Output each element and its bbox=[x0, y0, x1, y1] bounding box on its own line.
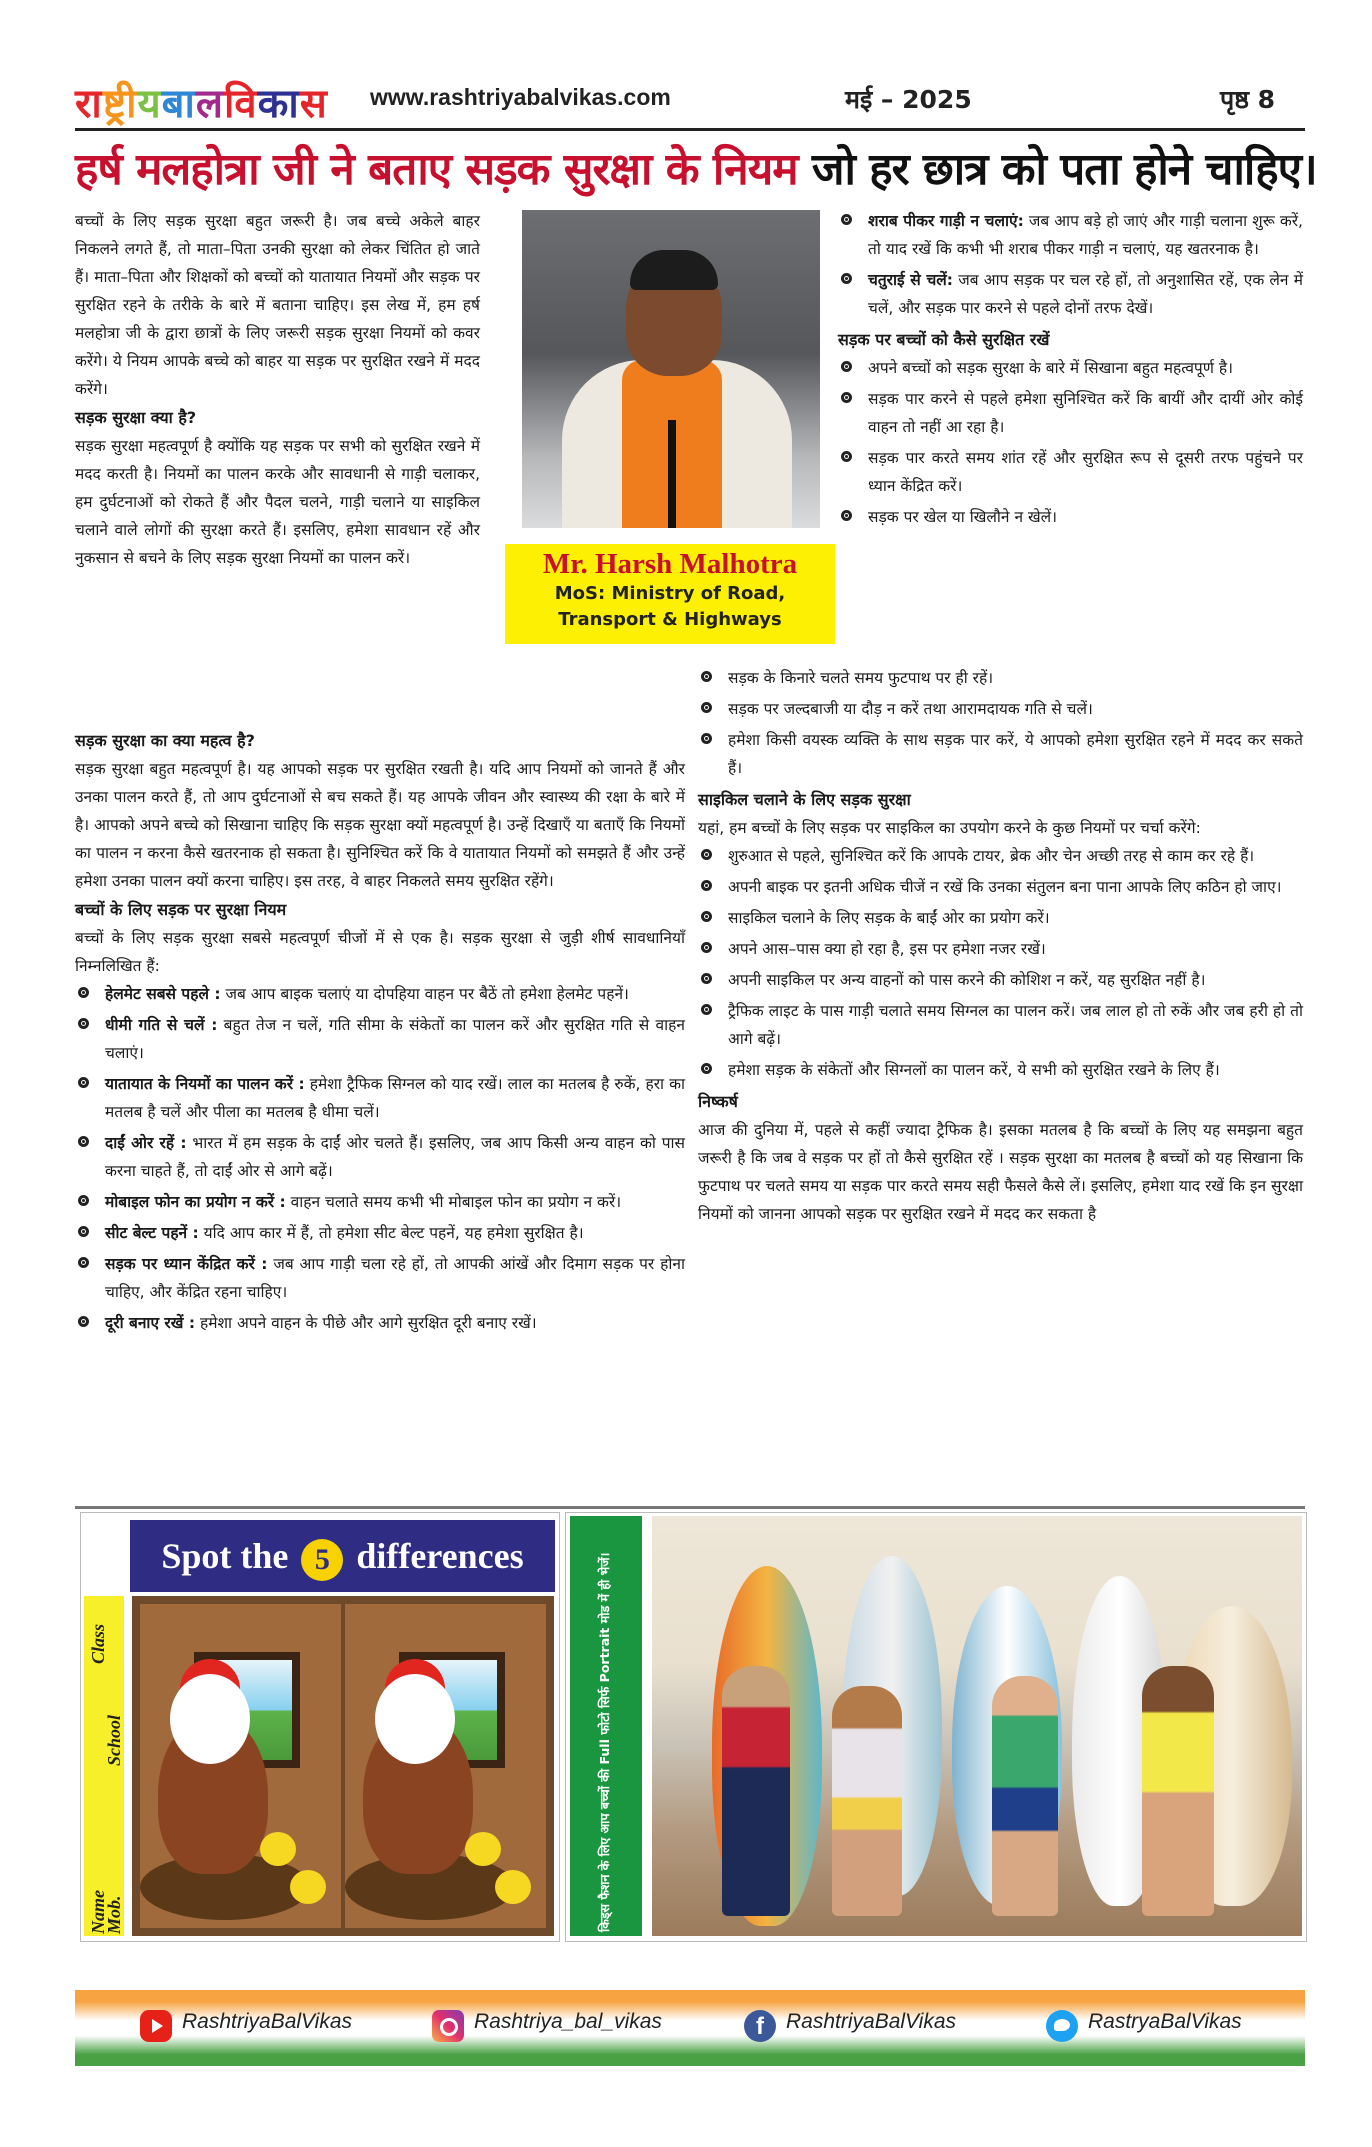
bullet-icon bbox=[841, 510, 852, 521]
list-item: ट्रैफिक लाइट के पास गाड़ी चलाते समय सिग्नल का पालन करें। जब लाल हो तो रुकें और जब हरी हो तो आगे बढ़ें। bbox=[698, 997, 1303, 1053]
section-heading: सड़क सुरक्षा का क्या महत्व है? bbox=[75, 731, 255, 750]
intro-paragraph: बच्चों के लिए सड़क सुरक्षा बहुत जरूरी है। जब बच्चे अकेले बाहर निकलने लगते हैं, तो माता–पिता उनकी सुरक्षा को लेकर चिंतित हो जाते हैं। माता–पिता और शिक्षकों को बच्चों को यातायात नियमों और सड़क पर सुरक्षित रहने के तरीके के बारे में बताना चाहिए। इस लेख में, हम हर्ष मलहोत्रा जी के द्वारा छात्रों के लिए जरूरी सड़क सुरक्षा नियमों को कवर करेंगे। ये नियम आपके बच्चे को बाहर या सड़क पर सुरक्षित रखने में मदद करेंगे। bbox=[75, 212, 480, 398]
caption-role-line: MoS: Ministry of Road, bbox=[554, 583, 786, 604]
bullet-icon bbox=[78, 1257, 89, 1268]
facebook-handle[interactable]: RashtriyaBalVikas bbox=[786, 2010, 957, 2033]
entry-form-strip bbox=[84, 1596, 124, 1936]
safety-list bbox=[838, 354, 1303, 531]
list-item: अपनी साइकिल पर अन्य वाहनों को पास करने की कोशिश न करें, यह सुरक्षित नहीं है। bbox=[698, 966, 1303, 994]
section-paragraph: यहां, हम बच्चों के लिए सड़क पर साइकिल का उपयोग करने के कुछ नियमों पर चर्चा करेंगे: bbox=[698, 819, 1201, 837]
bullet-icon bbox=[701, 1004, 712, 1015]
bullet-icon bbox=[78, 1077, 89, 1088]
form-field-class: Class bbox=[88, 1623, 108, 1664]
bullet-icon bbox=[841, 214, 852, 225]
list-item: यातायात के नियमों का पालन करें : हमेशा ट्रैफिक सिग्नल को याद रखें। लाल का मतलब है रुकें, हरा का मतलब है चलें और पीला का मतलब है धीमा चलें। bbox=[75, 1070, 685, 1126]
section-heading: साइकिल चलाने के लिए सड़क सुरक्षा bbox=[698, 790, 911, 809]
section-heading: बच्चों के लिए सड़क पर सुरक्षा नियम bbox=[75, 900, 287, 919]
chick-icon bbox=[290, 1870, 326, 1904]
list-item: अपने बच्चों को सड़क सुरक्षा के बारे में सिखाना बहुत महत्वपूर्ण है। bbox=[838, 354, 1303, 382]
bullet-icon bbox=[841, 361, 852, 372]
section-heading: निष्कर्ष bbox=[698, 1092, 738, 1111]
bullet-icon bbox=[841, 451, 852, 462]
bullet-icon bbox=[78, 1316, 89, 1327]
list-item: दाईं ओर रहें : भारत में हम सड़क के दाईं ओर चलते हैं। इसलिए, जब आप किसी अन्य वाहन को पास करना चाहते हैं, तो दाईं ओर से आगे बढ़ें। bbox=[75, 1129, 685, 1185]
list-item: हमेशा सड़क के संकेतों और सिग्नलों का पालन करें, ये सभी को सुरक्षित रखने के लिए हैं। bbox=[698, 1056, 1303, 1084]
spot-differences-title: Spot the 5 differences bbox=[130, 1520, 555, 1592]
bullet-icon bbox=[78, 987, 89, 998]
page-number: पृष्ठ 8 bbox=[1220, 85, 1276, 114]
section-paragraph: बच्चों के लिए सड़क सुरक्षा सबसे महत्वपूर्ण चीजों में से एक है। सड़क सुरक्षा से जुड़ी शीर्ष सावधानियाँ निम्नलिखित हैं: bbox=[75, 929, 685, 975]
list-item: शुरुआत से पहले, सुनिश्चित करें कि आपके टायर, ब्रेक और चेन अच्छी तरह से काम कर रहे हैं। bbox=[698, 842, 1303, 870]
cycle-list bbox=[698, 842, 1303, 1084]
list-item: हेलमेट सबसे पहले : जब आप बाइक चलाएं या दोपहिया वाहन पर बैठें तो हमेशा हेलमेट पहनें। bbox=[75, 980, 685, 1008]
header-divider bbox=[75, 128, 1305, 131]
safety-list bbox=[698, 664, 1303, 782]
instagram-icon[interactable] bbox=[432, 2010, 464, 2042]
caption-name: Mr. Harsh Malhotra bbox=[542, 548, 798, 580]
bullet-icon bbox=[78, 1195, 89, 1206]
form-field-school: School bbox=[104, 1714, 124, 1766]
list-item: मोबाइल फोन का प्रयोग न करें : वाहन चलाते समय कभी भी मोबाइल फोन का प्रयोग न करें। bbox=[75, 1188, 685, 1216]
article-column-right-bottom bbox=[698, 664, 1303, 1228]
caption-role bbox=[505, 581, 835, 633]
page-title bbox=[75, 138, 1315, 202]
form-field-mobile: Mob. bbox=[104, 1895, 124, 1934]
facebook-icon[interactable]: f bbox=[744, 2010, 776, 2042]
bullet-icon bbox=[701, 702, 712, 713]
youtube-handle[interactable]: RashtriyaBalVikas bbox=[182, 2010, 353, 2033]
list-item: अपने आस–पास क्या हो रहा है, इस पर हमेशा नजर रखें। bbox=[698, 935, 1303, 963]
list-item: अपनी बाइक पर इतनी अधिक चीजें न रखें कि उनका संतुलन बना पाना आपके लिए कठिन हो जाए। bbox=[698, 873, 1303, 901]
child-figure bbox=[1142, 1666, 1214, 1916]
logo-part: य bbox=[137, 81, 162, 127]
bullet-icon bbox=[701, 911, 712, 922]
minister-photo bbox=[522, 210, 820, 528]
child-figure bbox=[992, 1676, 1058, 1916]
child-figure bbox=[722, 1666, 790, 1916]
logo-part: ष्ट्री bbox=[102, 81, 138, 127]
twitter-icon[interactable] bbox=[1046, 2010, 1078, 2042]
kids-fashion-note: किड्स फैशन के लिए आप बच्चों की Full फोटो सिर्फ Portrait मोड में ही भेजें। bbox=[597, 1552, 612, 1932]
instagram-handle[interactable]: Rashtriya_bal_vikas bbox=[474, 2010, 662, 2033]
chick-icon bbox=[465, 1832, 501, 1866]
website-url: www.rashtriyabalvikas.com bbox=[370, 84, 671, 110]
logo-part: बा bbox=[161, 81, 196, 127]
section-paragraph: सड़क सुरक्षा महत्वपूर्ण है क्योंकि यह सड़क पर सभी को सुरक्षित रखने में मदद करती है। नियमों का पालन करके और सावधानी से गाड़ी चलाकर, हम दुर्घटनाओं को रोकते हैं और पैदल चलने, गाड़ी चलाने या साइकिल चलाने वाले लोगों की सुरक्षा करते हैं। इसलिए, हमेशा सावधान रहें और नुकसान से बचने के लिए सड़क सुरक्षा नियमों का पालन करें। bbox=[75, 437, 480, 567]
bullet-icon bbox=[841, 273, 852, 284]
bullet-icon bbox=[78, 1018, 89, 1029]
bullet-icon bbox=[78, 1136, 89, 1147]
list-item: सड़क पर जल्दबाजी या दौड़ न करें तथा आरामदायक गति से चलें। bbox=[698, 695, 1303, 723]
rules-list bbox=[75, 980, 685, 1337]
list-item: सीट बेल्ट पहनें : यदि आप कार में हैं, तो हमेशा सीट बेल्ट पहनें, यह हमेशा सुरक्षित है। bbox=[75, 1219, 685, 1247]
youtube-icon[interactable] bbox=[140, 2010, 172, 2042]
child-figure bbox=[832, 1686, 902, 1916]
section-paragraph: सड़क सुरक्षा बहुत महत्वपूर्ण है। यह आपको सड़क पर सुरक्षित रखती है। यदि आप नियमों को जानते हैं और उनका पालन करते हैं, तो आप दुर्घटनाओं से बच सकते हैं। यह आपके जीवन और स्वास्थ्य की रक्षा के बारे में है। आपको अपने बच्चे को सिखाना चाहिए कि सड़क सुरक्षा क्यों महत्वपूर्ण है। उन्हें दिखाएँ या बताएँ कि नियमों का पालन न करना कैसे खतरनाक हो सकता है। सुनिश्चित करें कि वे यातायात नियमों को समझते हैं और उन्हें हमेशा उनका पालन क्यों करना चाहिए। इस तरह, वे बाहर निकलते समय सुरक्षित रहेंगे। bbox=[75, 760, 685, 890]
spot-differences-puzzle-image bbox=[132, 1596, 554, 1936]
list-item: सड़क के किनारे चलते समय फुटपाथ पर ही रहें। bbox=[698, 664, 1303, 692]
twitter-handle[interactable]: RastryaBalVikas bbox=[1088, 2010, 1242, 2033]
list-item: चतुराई से चलें: जब आप सड़क पर चल रहे हों, तो अनुशासित रहें, एक लेन में चलें, और सड़क पार करने से पहले दोनों तरफ देखें। bbox=[838, 266, 1303, 322]
bullet-icon bbox=[78, 1226, 89, 1237]
list-item: सड़क पर खेल या खिलौने न खेलें। bbox=[838, 503, 1303, 531]
logo-part: ल bbox=[195, 81, 224, 127]
logo-part: स bbox=[299, 81, 328, 127]
bullet-icon bbox=[701, 973, 712, 984]
headline-black: जो हर छात्र को पता होने चाहिए। bbox=[811, 144, 1317, 195]
chick-icon bbox=[495, 1870, 531, 1904]
list-item: सड़क पर ध्यान केंद्रित करें : जब आप गाड़ी चला रहे हों, तो आपकी आंखें और दिमाग सड़क पर होना चाहिए, और केंद्रित रहना चाहिए। bbox=[75, 1250, 685, 1306]
logo-part: वि bbox=[224, 81, 258, 127]
chick-icon bbox=[260, 1832, 296, 1866]
bullet-icon bbox=[701, 1063, 712, 1074]
hen-icon bbox=[170, 1674, 250, 1764]
article-column-right-top bbox=[838, 207, 1303, 534]
number-badge: 5 bbox=[301, 1539, 343, 1581]
bullet-icon bbox=[701, 671, 712, 682]
bullet-icon bbox=[841, 392, 852, 403]
kids-fashion-photo bbox=[652, 1516, 1302, 1936]
article-column-left bbox=[75, 726, 685, 1340]
article-column-intro bbox=[75, 207, 480, 572]
microphone-icon bbox=[668, 420, 676, 528]
hen-icon bbox=[375, 1674, 455, 1764]
puzzle-panel-right bbox=[345, 1604, 546, 1928]
logo-part: रा bbox=[75, 81, 103, 127]
logo-part: का bbox=[257, 81, 300, 127]
list-item: सड़क पार करने से पहले हमेशा सुनिश्चित करें कि बायीं और दायीं ओर कोई वाहन तो नहीं आ रहा है। bbox=[838, 385, 1303, 441]
issue-date: मई – 2025 bbox=[845, 85, 972, 114]
list-item: हमेशा किसी वयस्क व्यक्ति के साथ सड़क पार करें, ये आपको हमेशा सुरक्षित रहने में मदद कर सकते हैं। bbox=[698, 726, 1303, 782]
list-item: साइकिल चलाने के लिए सड़क के बाईं ओर का प्रयोग करें। bbox=[698, 904, 1303, 932]
form-field-name: Name bbox=[88, 1890, 108, 1934]
bullet-icon bbox=[701, 849, 712, 860]
caption-role-line: Transport & Highways bbox=[558, 609, 782, 630]
bullet-icon bbox=[701, 733, 712, 744]
conclusion-paragraph: आज की दुनिया में, पहले से कहीं ज्यादा ट्रैफिक है। इसका मतलब है कि बच्चों के लिए यह समझना बहुत जरूरी है कि जब वे सड़क पर हों तो कैसे सुरक्षित रहें । सड़क सुरक्षा का मतलब है बच्चों को यह सिखाना कि फुटपाथ पर चलते समय या सड़क पार करते समय सही फैसले कैसे लें। इसलिए, हमेशा याद रखें कि इन सुरक्षा नियमों को जानना आपको सड़क पर सुरक्षित रखने में मदद कर सकता है bbox=[698, 1121, 1303, 1223]
puzzle-panel-left bbox=[140, 1604, 341, 1928]
rules-list bbox=[838, 207, 1303, 322]
list-item: धीमी गति से चलें : बहुत तेज न चलें, गति सीमा के संकेतों का पालन करें और सुरक्षित गति से वाहन चलाएं। bbox=[75, 1011, 685, 1067]
list-item: शराब पीकर गाड़ी न चलाएं: जब आप बड़े हो जाएं और गाड़ी चलाना शुरू करें, तो याद रखें कि कभी भी शराब पीकर गाड़ी न चलाएं, यह खतरनाक है। bbox=[838, 207, 1303, 263]
list-item: सड़क पार करते समय शांत रहें और सुरक्षित रूप से दूसरी तरफ पहुंचने पर ध्यान केंद्रित करें। bbox=[838, 444, 1303, 500]
list-item: दूरी बनाए रखें : हमेशा अपने वाहन के पीछे और आगे सुरक्षित दूरी बनाए रखें। bbox=[75, 1309, 685, 1337]
section-heading: सड़क सुरक्षा क्या है? bbox=[75, 408, 197, 427]
photo-caption bbox=[505, 544, 835, 644]
masthead-logo bbox=[75, 74, 328, 129]
section-heading: सड़क पर बच्चों को कैसे सुरक्षित रखें bbox=[838, 330, 1050, 349]
bullet-icon bbox=[701, 942, 712, 953]
bullet-icon bbox=[701, 880, 712, 891]
headline-red: हर्ष मलहोत्रा जी ने बताए सड़क सुरक्षा के नियम bbox=[75, 144, 812, 195]
